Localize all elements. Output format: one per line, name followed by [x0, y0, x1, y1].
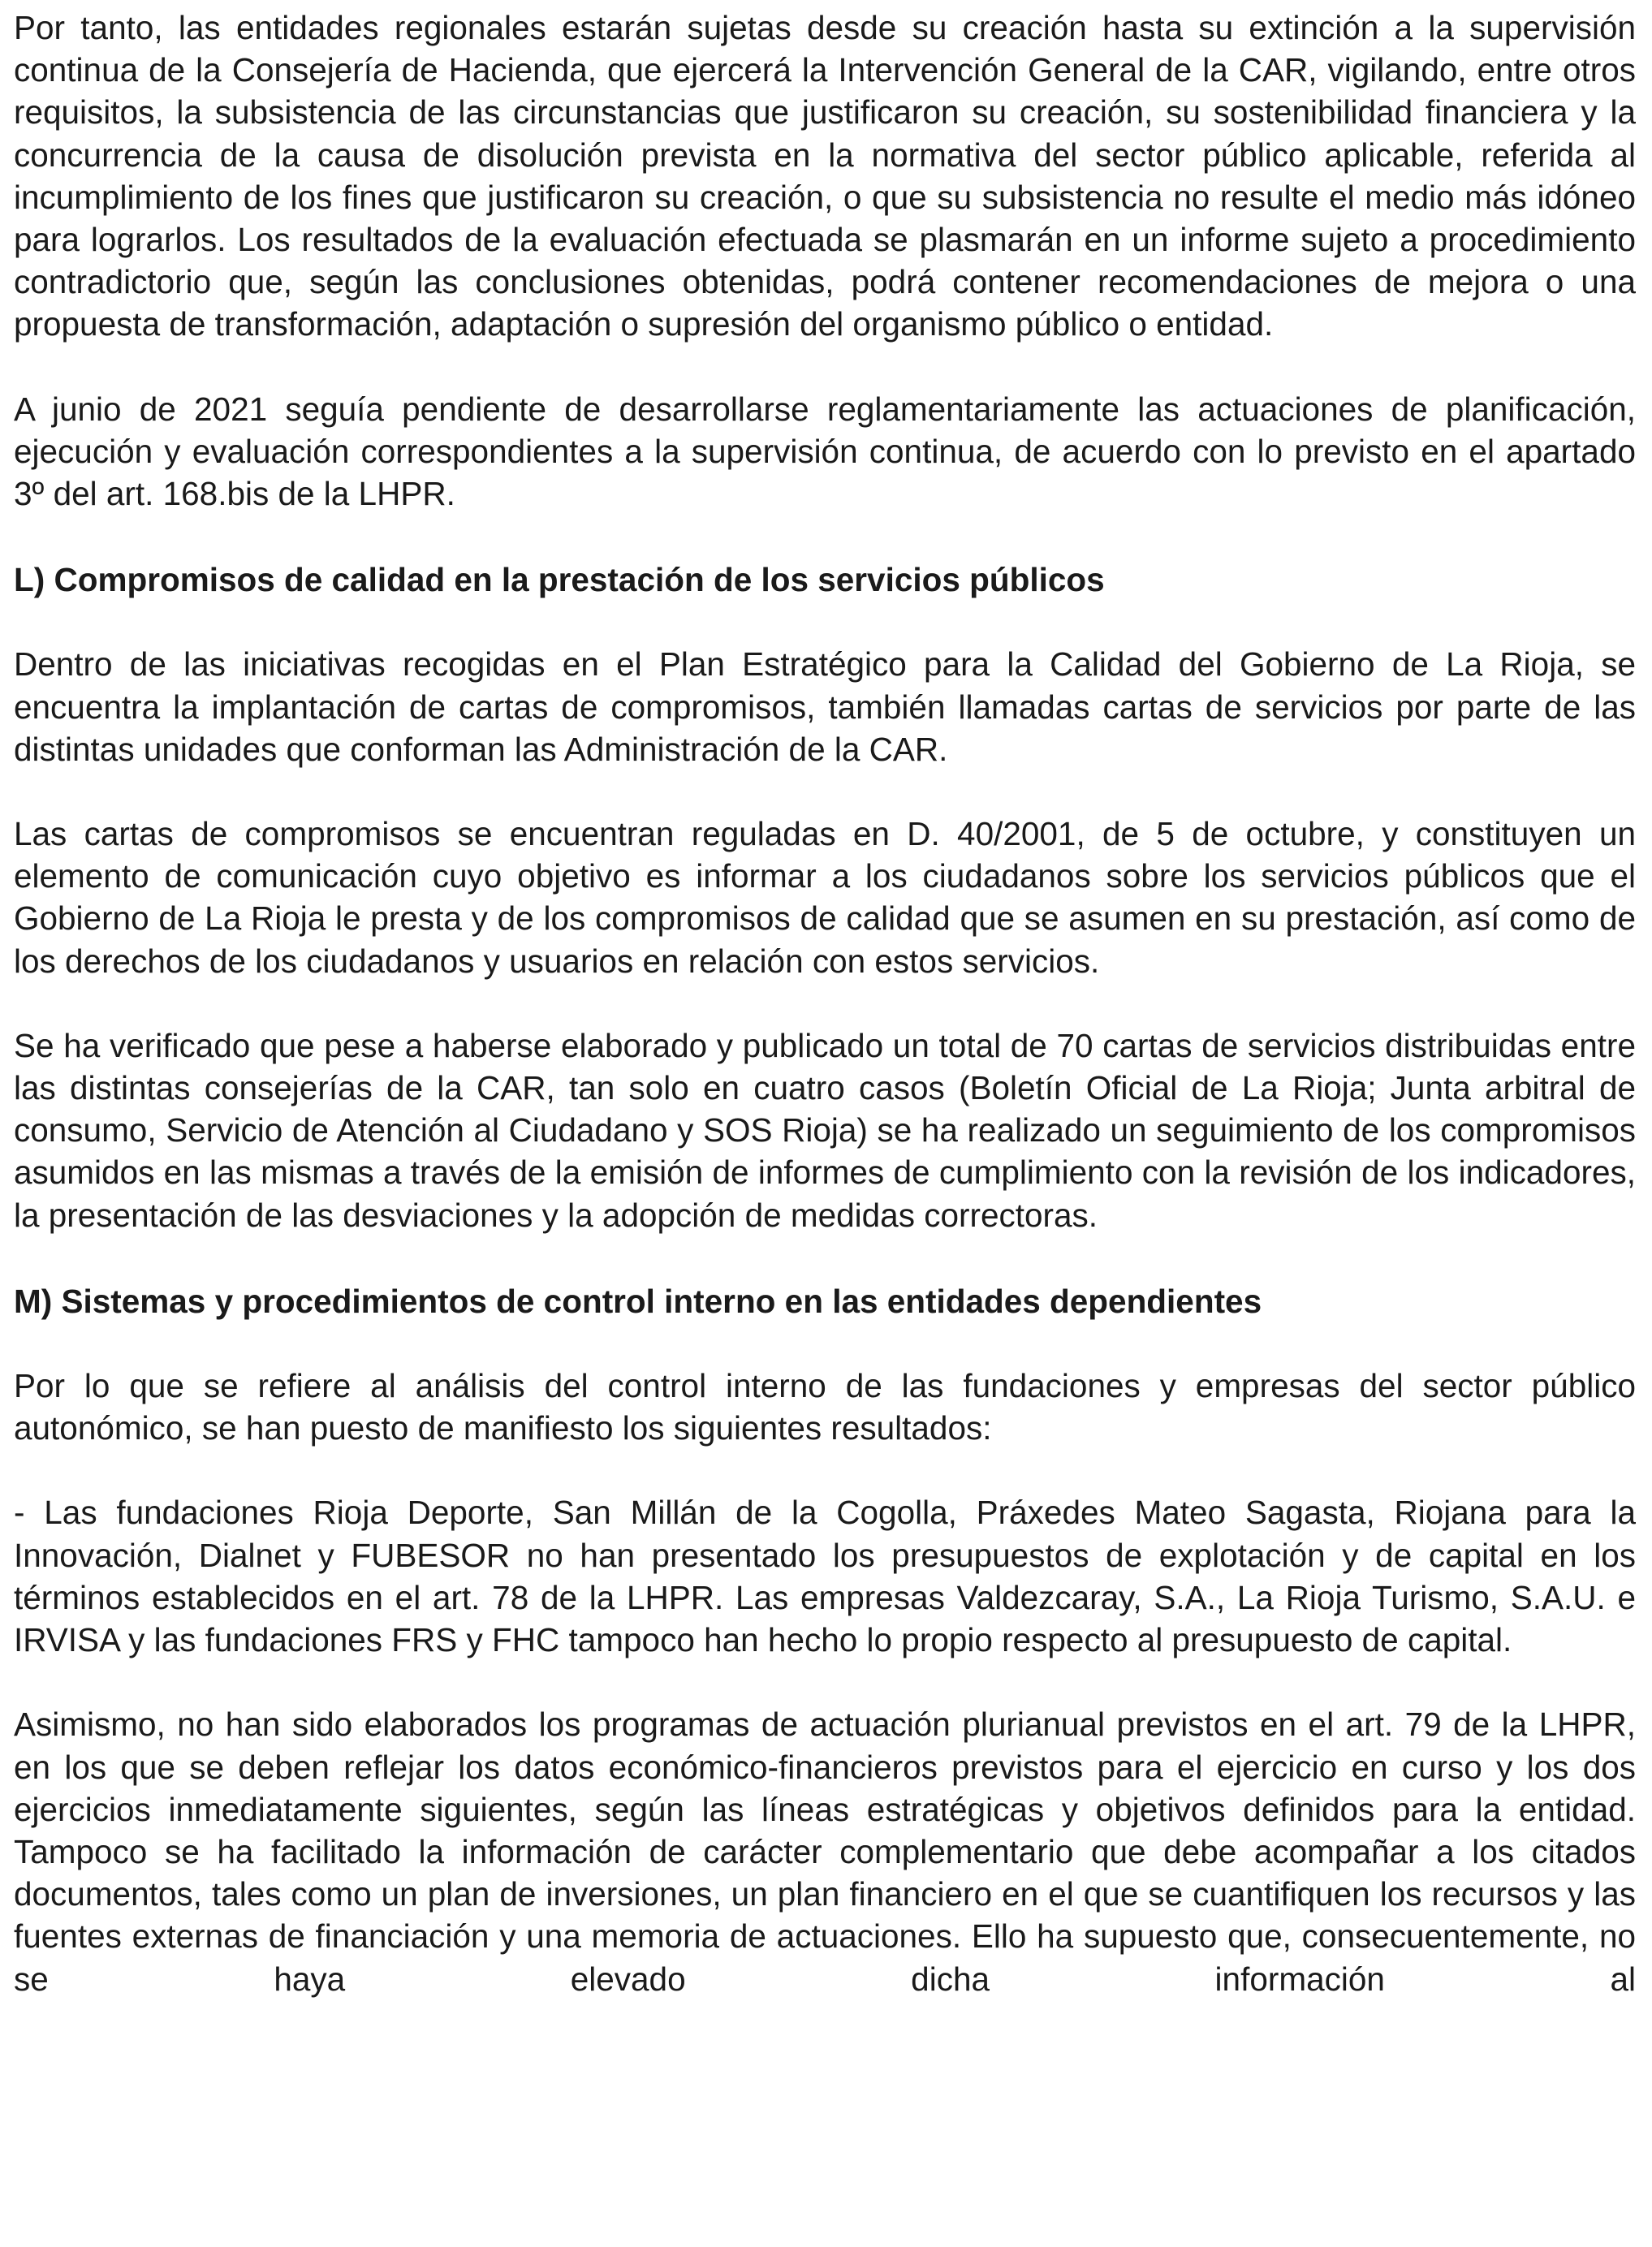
document-page [14, 6, 1636, 2000]
paragraph-supervision-continua: Por tanto, las entidades regionales estarán sujetas desde su creación hasta su extinción a la supervisión continua de la Consejería de Hacienda, que ejercerá la Intervención General de la CAR, vigilando, entre otros requisitos, la subsistencia de las circunstancias que justificaron su creación, su sostenibilidad financiera y la concurrencia de la causa de disolución prevista en la normativa del sector público aplicable, referida al incumplimiento de los fines que justificaron su creación, o que su subsistencia no resulte el medio más idóneo para lograrlos. Los resultados de la evaluación efectuada se plasmarán en un informe sujeto a procedimiento contradictorio que, según las conclusiones obtenidas, podrá contener recomendaciones de mejora o una propuesta de transformación, adaptación o supresión del organismo público o entidad. [14, 9, 1636, 343]
paragraph-control-interno: Por lo que se refiere al análisis del control interno de las fundaciones y empresas del sector público autonómico, se han puesto de manifiesto los siguientes resultados: [14, 1367, 1636, 1447]
paragraph-cartas-compromisos: Las cartas de compromisos se encuentran reguladas en D. 40/2001, de 5 de octubre, y constituyen un elemento de comunicación cuyo objetivo es informar a los ciudadanos sobre los servicios públicos que el Gobierno de La Rioja le presta y de los compromisos de calidad que se asumen en su prestación, así como de los derechos de los ciudadanos y usuarios en relación con estos servicios. [14, 815, 1636, 980]
section-l-heading: L) Compromisos de calidad en la prestación de los servicios públicos [14, 561, 1105, 599]
paragraph-verificacion-cartas: Se ha verificado que pese a haberse elaborado y publicado un total de 70 cartas de servicios distribuidas entre las distintas consejerías de la CAR, tan solo en cuatro casos (Boletín Oficial de La Rioja; Junta arbitral de consumo, Servicio de Atención al Ciudadano y SOS Rioja) se ha realizado un seguimiento de los compromisos asumidos en las mismas a través de la emisión de informes de cumplimiento con la revisión de los indicadores, la presentación de las desviaciones y la adopción de medidas correctoras. [14, 1026, 1636, 1234]
paragraph-programas-actuacion: Asimismo, no han sido elaborados los programas de actuación plurianual previstos en el art. 79 de la LHPR, en los que se deben reflejar los datos económico-financieros previstos para el ejercicio en curso y los dos ejercicios inmediatamente siguientes, según las líneas estratégicas y objetivos definidos para la entidad. Tampoco se ha facilitado la información de carácter complementario que debe acompañar a los citados documentos, tales como un plan de inversiones, un plan financiero en el que se cuantifiquen los recursos y las fuentes externas de financiación y una memoria de actuaciones. Ello ha supuesto que, consecuentemente, no se haya elevado dicha información al [14, 1706, 1636, 1998]
paragraph-plan-estrategico: Dentro de las iniciativas recogidas en el Plan Estratégico para la Calidad del Gobierno de La Rioja, se encuentra la implantación de cartas de compromisos, también llamadas cartas de servicios por parte de las distintas unidades que conforman las Administración de la CAR. [14, 645, 1636, 768]
paragraph-fundaciones-presupuestos: - Las fundaciones Rioja Deporte, San Millán de la Cogolla, Práxedes Mateo Sagasta, Riojana para la Innovación, Dialnet y FUBESOR no han presentado los presupuestos de explotación y de capital en los términos establecidos en el art. 78 de la LHPR. Las empresas Valdezcaray, S.A., La Rioja Turismo, S.A.U. e IRVISA y las fundaciones FRS y FHC tampoco han hecho lo propio respecto al presupuesto de capital. [14, 1494, 1636, 1659]
paragraph-junio-2021: A junio de 2021 seguía pendiente de desarrollarse reglamentariamente las actuaciones de planificación, ejecución y evaluación correspondientes a la supervisión continua, de acuerdo con lo previsto en el apartado 3º del art. 168.bis de la LHPR. [14, 390, 1636, 513]
section-m-heading: M) Sistemas y procedimientos de control interno en las entidades dependientes [14, 1282, 1262, 1320]
